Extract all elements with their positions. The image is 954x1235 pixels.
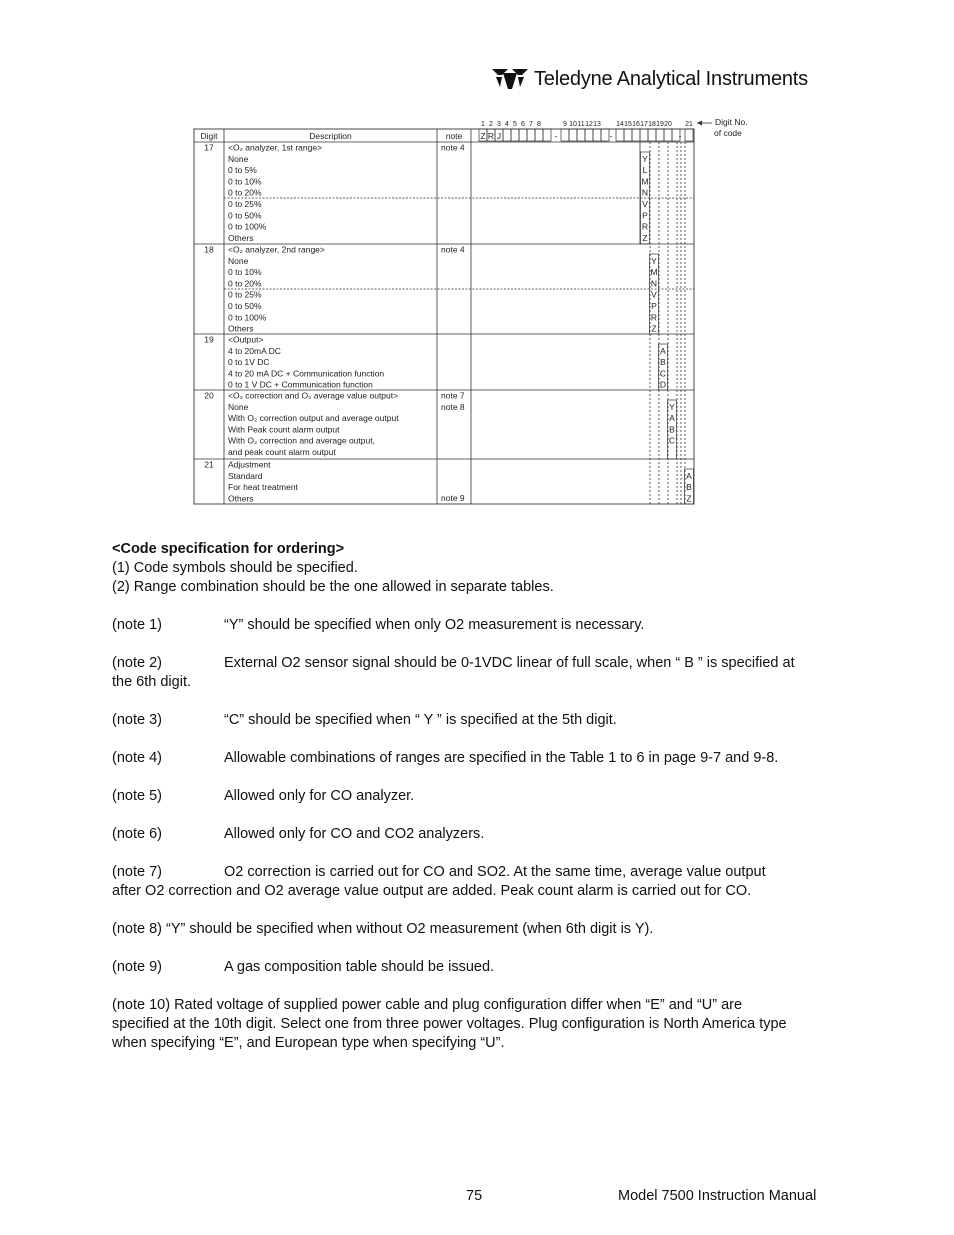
row-code: B — [669, 424, 675, 435]
note-10 — [112, 996, 842, 1053]
code-dash: - — [609, 131, 613, 141]
row-item: 0 to 1V DC — [228, 357, 270, 368]
row-item: With O₂ correction output and average output — [228, 413, 399, 424]
digit-legend: Digit No. — [715, 117, 748, 127]
row-code: M — [641, 176, 649, 187]
code-box — [640, 129, 648, 141]
code-box — [648, 129, 656, 141]
code-box — [616, 129, 624, 141]
code-prefix-letter: J — [496, 131, 502, 141]
row-code: A — [686, 470, 692, 481]
code-box — [632, 129, 640, 141]
code-box — [664, 129, 672, 141]
row-title: Adjustment — [228, 459, 271, 470]
row-code: P — [651, 301, 657, 311]
note-9 — [112, 958, 842, 977]
row-note: note 7 — [441, 390, 465, 401]
row-note: note 9 — [441, 493, 465, 503]
row-code: P — [642, 210, 648, 221]
note-text: Allowable combinations of ranges are specified in the Table 1 to 6 in page 9-7 and 9-8. — [224, 750, 779, 766]
code-dash: - — [554, 131, 558, 141]
note-label: (note 5) — [112, 788, 162, 804]
note-continuation: after O2 correction and O2 average value output are added. Peak count alarm is carried out for CO. — [112, 883, 752, 899]
ordering-code-table — [0, 0, 954, 520]
row-digit: 20 — [204, 390, 214, 401]
note-continuation: the 6th digit. — [112, 674, 191, 690]
note-item — [112, 749, 842, 768]
note-text: Allowed only for CO analyzer. — [224, 788, 415, 804]
row-item: With O₂ correction and average output, — [228, 435, 375, 446]
digit-number: 5 — [513, 121, 517, 128]
row-code: A — [669, 413, 675, 424]
notes-list — [112, 616, 842, 901]
row-note: note 4 — [441, 244, 465, 255]
note-line — [112, 711, 842, 730]
code-box — [624, 129, 632, 141]
header-note: note — [445, 131, 463, 141]
code-box — [511, 129, 519, 141]
note-line — [112, 616, 842, 635]
digit-number: 3 — [497, 121, 501, 128]
row-item: 0 to 100% — [228, 221, 267, 232]
note-label: (note 9) — [112, 959, 162, 975]
digit-number: 16 — [632, 121, 640, 128]
note-8: (note 8) “Y” should be specified when without O2 measurement (when 6th digit is Y). — [112, 921, 654, 937]
row-item: 4 to 20 mA DC + Communication function — [228, 368, 385, 379]
row-item: With Peak count alarm output — [228, 424, 340, 435]
code-box — [569, 129, 577, 141]
row-item: 0 to 10% — [228, 176, 262, 187]
row-item: and peak count alarm output — [228, 447, 336, 457]
code-box — [535, 129, 543, 141]
row-item: 0 to 10% — [228, 267, 262, 278]
digit-number: 17 — [640, 121, 648, 128]
note-10-line: specified at the 10th digit. Select one from three power voltages. Plug configuration is North America type — [112, 1016, 787, 1032]
arrow-left-icon — [697, 121, 702, 126]
manual-title: Model 7500 Instruction Manual — [618, 1188, 817, 1204]
digit-number: 8 — [537, 121, 541, 128]
note-line — [112, 825, 842, 844]
row-digit: 19 — [204, 334, 214, 345]
code-box — [519, 129, 527, 141]
row-item: 0 to 50% — [228, 301, 262, 311]
code-prefix-letter: R — [487, 131, 495, 141]
spec-rule: (1) Code symbols should be specified. — [112, 560, 358, 576]
digit-number: 13 — [593, 121, 601, 128]
spec-title: <Code specification for ordering> — [112, 541, 345, 557]
digit-number: 10 — [569, 121, 577, 128]
code-specification — [112, 540, 842, 1053]
row-item: 0 to 1 V DC + Communication function — [228, 379, 373, 390]
row-note: note 8 — [441, 401, 465, 412]
code-box — [577, 129, 585, 141]
row-title: <O₂ analyzer, 1st range> — [228, 142, 323, 153]
row-title: <Output> — [228, 334, 264, 345]
brand-name: Teledyne Analytical Instruments — [534, 67, 808, 90]
row-code: M — [650, 267, 658, 278]
note-item — [112, 711, 842, 730]
note-label: (note 1) — [112, 617, 162, 633]
note-label: (note 7) — [112, 864, 162, 880]
note-text: A gas composition table should be issued. — [224, 959, 495, 975]
row-code: Z — [651, 323, 657, 334]
note-item — [112, 787, 842, 806]
code-box — [503, 129, 511, 141]
header-digit: Digit — [200, 131, 218, 141]
digit-number: 20 — [664, 121, 672, 128]
row-code: R — [650, 312, 658, 323]
row-item: Others — [228, 323, 254, 334]
row-digit: 18 — [204, 244, 214, 255]
row-item: 0 to 25% — [228, 199, 262, 209]
row-item: None — [228, 153, 249, 164]
note-item — [112, 654, 842, 692]
row-code: D — [659, 379, 667, 390]
code-box — [656, 129, 664, 141]
row-title: <O₂ correction and O₂ average value output> — [228, 390, 399, 401]
row-item: Standard — [228, 470, 263, 481]
code-box — [585, 129, 593, 141]
page-number: 75 — [466, 1188, 483, 1204]
note-10-line: when specifying “E”, and European type when specifying “U”. — [112, 1035, 505, 1051]
digit-number: 6 — [521, 121, 525, 128]
digit-number: 21 — [685, 121, 693, 128]
note-line — [112, 787, 842, 806]
code-dash: - — [678, 131, 682, 141]
row-item: 0 to 20% — [228, 278, 262, 289]
note-label: (note 2) — [112, 655, 162, 671]
spec-rule: (2) Range combination should be the one allowed in separate tables. — [112, 579, 554, 595]
note-text: “Y” should be specified when only O2 measurement is necessary. — [224, 617, 645, 633]
note-label: (note 3) — [112, 712, 162, 728]
row-item: Others — [228, 493, 254, 504]
row-item: 0 to 25% — [228, 289, 262, 300]
code-box — [601, 129, 609, 141]
note-line — [112, 654, 842, 673]
code-box — [685, 129, 693, 141]
row-item: 0 to 5% — [228, 165, 257, 176]
header-description: Description — [309, 131, 352, 141]
note-text: External O2 sensor signal should be 0-1VDC linear of full scale, when “ B ” is specified at — [224, 655, 795, 671]
row-digit: 17 — [204, 142, 214, 153]
row-code: Z — [642, 232, 648, 243]
row-code: Z — [686, 493, 692, 504]
row-code: V — [651, 289, 657, 300]
digit-number: 14 — [616, 121, 624, 128]
note-item — [112, 863, 842, 901]
row-code: L — [642, 165, 648, 176]
row-code: V — [642, 199, 648, 209]
note-line — [112, 749, 842, 768]
row-item: Others — [228, 232, 254, 243]
row-code: Y — [642, 153, 648, 164]
digit-number: 18 — [648, 121, 656, 128]
row-code: Y — [651, 255, 657, 266]
row-item: 4 to 20mA DC — [228, 345, 281, 356]
row-code: A — [660, 345, 666, 356]
digit-number: 19 — [656, 121, 664, 128]
row-note: note 4 — [441, 142, 465, 153]
note-10-line: (note 10) Rated voltage of supplied power cable and plug configuration differ when “E” and “U” are — [112, 997, 743, 1013]
digit-number: 15 — [624, 121, 632, 128]
note-line — [112, 863, 842, 882]
code-box — [527, 129, 535, 141]
row-item: None — [228, 401, 249, 412]
row-code: C — [659, 368, 667, 379]
digit-number: 7 — [529, 121, 533, 128]
row-code: B — [660, 357, 666, 368]
row-item: 0 to 50% — [228, 210, 262, 221]
row-code: Y — [669, 401, 675, 412]
digit-number: 4 — [505, 121, 509, 128]
digit-legend: of code — [714, 128, 742, 138]
row-item: None — [228, 255, 249, 266]
code-table-svg — [0, 0, 954, 520]
row-code: B — [686, 482, 692, 493]
row-item: For heat treatment — [228, 482, 298, 493]
digit-number: 1 — [481, 121, 485, 128]
note-text: O2 correction is carried out for CO and SO2. At the same time, average value output — [224, 864, 766, 880]
row-item: 0 to 100% — [228, 312, 267, 323]
row-code: N — [641, 187, 649, 198]
note-text: “C” should be specified when “ Y ” is specified at the 5th digit. — [224, 712, 617, 728]
note-label: (note 6) — [112, 826, 162, 842]
row-code: N — [650, 278, 658, 289]
digit-number: 9 — [563, 121, 567, 128]
code-box — [593, 129, 601, 141]
note-item — [112, 616, 842, 635]
note-item — [112, 825, 842, 844]
digit-number: 12 — [585, 121, 593, 128]
code-box — [543, 129, 551, 141]
row-digit: 21 — [204, 459, 214, 470]
row-title: <O₂ analyzer, 2nd range> — [228, 244, 325, 255]
row-code: R — [641, 221, 649, 232]
row-item: 0 to 20% — [228, 187, 262, 198]
code-prefix-letter: Z — [480, 131, 486, 141]
note-text: Allowed only for CO and CO2 analyzers. — [224, 826, 485, 842]
row-code: C — [668, 435, 676, 446]
digit-number: 11 — [577, 121, 585, 128]
note-label: (note 4) — [112, 750, 162, 766]
code-box — [561, 129, 569, 141]
digit-number: 2 — [489, 121, 493, 128]
